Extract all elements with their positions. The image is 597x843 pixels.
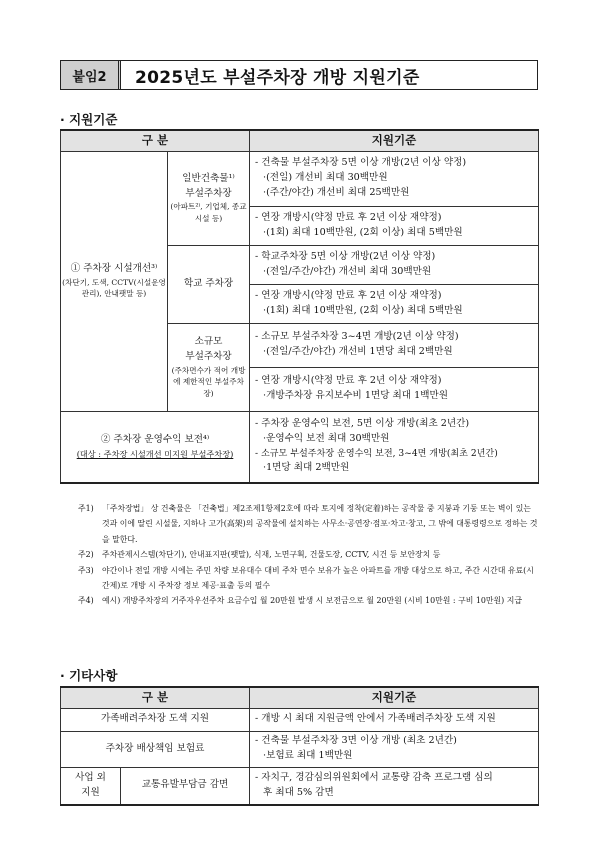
criteria-line: - 소규모 부설주차장 3~4면 개방(2년 이상 약정) [255, 331, 459, 343]
criteria-line: - 학교주차장 5면 이상 개방(2년 이상 약정) [255, 250, 436, 262]
criteria-line: - 연장 개방시(약정 만료 후 2년 이상 재약정) [255, 375, 442, 387]
footnote [78, 501, 540, 547]
criteria-line: - 자치구, 경감심의위원회에서 교통량 감축 프로그램 심의 [255, 771, 493, 783]
col-header-criteria: 지원기준 [250, 687, 539, 708]
page-title: 2025년도 부설주차장 개방 지원기준 [135, 67, 420, 88]
criteria-line: ·개방주차장 유지보수비 1면당 최대 1백만원 [263, 390, 449, 401]
criteria-cell [250, 367, 539, 411]
section-heading-other: · 기타사항 [60, 668, 118, 683]
sub-category-note: (주차면수가 적어 개방에 제한적인 부설주차장) [171, 365, 246, 398]
footnote-key: 주1) [78, 504, 94, 513]
support-criteria-table [60, 129, 539, 484]
footnote-text: 주차관제시스템(차단기), 안내표지판(팻말), 식재, 노면구획, 건물도장, CCTV, 시건 등 보안장치 등 [102, 550, 441, 560]
operating-revenue-label: ② 주차장 운영수익 보전⁴⁾ [100, 433, 210, 445]
sub-category-label: 일반건축물¹⁾ 부설주차장 [182, 172, 235, 199]
operating-revenue-cell [61, 411, 250, 483]
col-header-category: 구 분 [61, 687, 250, 708]
other-category-cell: 가족배려주차장 도색 지원 [61, 708, 250, 731]
sub-category-school [168, 245, 250, 323]
sub-category-small [168, 323, 250, 411]
other-subcategory-cell: 교통유발부담금 감면 [121, 767, 250, 805]
criteria-line: ·(전일/주간/야간) 개선비 1면당 최대 2백만원 [263, 346, 453, 357]
criteria-line: ·(전일/주간/야간) 개선비 최대 30백만원 [263, 265, 432, 277]
footnote-text: 야간이나 전일 개방 시에는 주민 차량 보유대수 대비 주차 면수 보유가 높은 아파트를 개방 대상으로 하고, 주간 시간대 유료(시간제)로 개방 시 주차장 정보 제공·표출 등의 필수 [102, 565, 534, 591]
criteria-line: - 건축물 부설주차장 5면 이상 개방(2년 이상 약정) [255, 157, 467, 169]
main-category-label: ① 주차장 시설개선³⁾ [70, 263, 158, 275]
criteria-cell [250, 323, 539, 367]
criteria-line: - 주차장 운영수익 보전, 5면 이상 개방(최초 2년간) [255, 418, 470, 430]
criteria-cell [250, 411, 539, 483]
footnotes [78, 501, 540, 609]
attachment-tag: 붙임2 [61, 61, 121, 89]
criteria-cell [250, 284, 539, 323]
criteria-cell [250, 767, 539, 805]
footnote-key: 주3) [78, 565, 94, 575]
criteria-line: ·1면당 최대 2백만원 [263, 462, 350, 474]
sub-category-note: (아파트²⁾, 기업체, 종교시설 등) [170, 202, 247, 223]
criteria-line: 후 최대 5% 감면 [263, 786, 334, 798]
criteria-line: ·(1회) 최대 10백만원, (2회 이상) 최대 5백만원 [263, 304, 463, 316]
footnote [78, 563, 540, 594]
other-category-cell: 사업 외 지원 [61, 767, 121, 805]
footnote-key: 주4) [78, 596, 94, 606]
footnote [78, 547, 540, 562]
criteria-cell [250, 151, 539, 206]
criteria-line: ·(1회) 최대 10백만원, (2회 이상) 최대 5백만원 [263, 226, 463, 238]
other-items-table [60, 686, 539, 806]
criteria-line: - 건축물 부설주차장 3면 이상 개방 (최초 2년간) [255, 735, 457, 747]
sub-category-label: 학교 주차장 [183, 277, 234, 289]
footnote-key: 주2) [78, 550, 94, 560]
col-header-criteria: 지원기준 [250, 130, 539, 151]
criteria-line: ·보험료 최대 1백만원 [263, 750, 353, 761]
criteria-cell [250, 245, 539, 284]
criteria-line: ·(전일) 개선비 최대 30백만원 [263, 172, 388, 184]
criteria-line: ·운영수익 보전 최대 30백만원 [263, 433, 390, 445]
criteria-line: - 연장 개방시(약정 만료 후 2년 이상 재약정) [255, 289, 442, 301]
criteria-cell [250, 731, 539, 767]
title-bar [60, 60, 538, 90]
operating-revenue-note: (대상 : 주차장 시설개선 미지원 부설주차장) [76, 448, 234, 459]
criteria-line: - 연장 개방시(약정 만료 후 2년 이상 재약정) [255, 211, 442, 223]
sub-category-general [168, 151, 250, 245]
main-category-note: (차단기, 도색, CCTV(시설운영관리), 안내팻말 등) [62, 278, 166, 299]
criteria-line: - 소규모 부설주차장 운영수익 보전, 3~4면 개방(최초 2년간) [255, 449, 498, 460]
criteria-cell [250, 206, 539, 245]
criteria-line: ·(주간/야간) 개선비 최대 25백만원 [263, 186, 410, 198]
footnote-text: 예시) 개방주차장의 거주자우선주차 요금수입 월 20만원 발생 시 보전금으로 월 20만원 (시비 10만원 : 구비 10만원) 지급 [102, 596, 522, 606]
criteria-line: - 개방 시 최대 지원금액 안에서 가족배려주차장 도색 지원 [255, 713, 496, 725]
sub-category-label: 소규모 부설주차장 [185, 336, 232, 362]
other-category-cell: 주차장 배상책임 보험료 [61, 731, 250, 767]
section-heading-support-criteria: · 지원기준 [60, 112, 118, 127]
footnote-text: 「주차장법」 상 건축물은 「건축법」제2조제1항제2호에 따라 토지에 정착(定着)하는 공작물 중 지붕과 기둥 또는 벽이 있는 것과 이에 딸린 시설물, 지하나 고가(高架)의 공작물에 설치하는 사무소·공연장·점포·차고·창고, 그 밖에 대통령령으로 정하는 것을 말한다. [102, 504, 538, 544]
main-category-cell [61, 151, 168, 411]
footnote [78, 593, 540, 608]
criteria-cell [250, 708, 539, 731]
col-header-category: 구 분 [61, 130, 250, 151]
